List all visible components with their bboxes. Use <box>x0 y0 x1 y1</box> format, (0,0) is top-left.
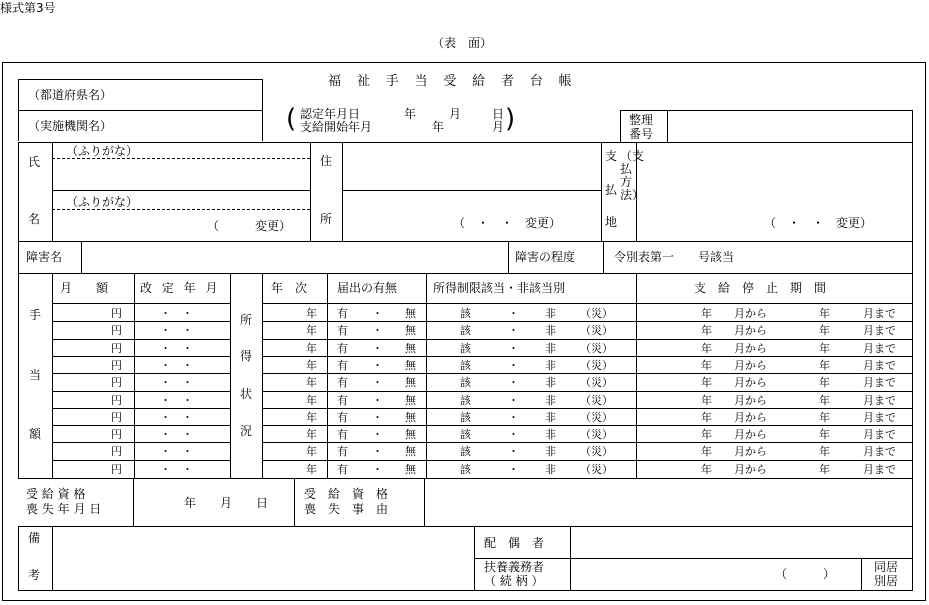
row-income-dot: ・ <box>508 462 519 476</box>
cohabit-label-2: 別居 <box>874 574 899 588</box>
pay-place-2: 払 <box>605 183 618 197</box>
pay-method-label: （支払方法） <box>620 149 645 202</box>
right-bracket: ) <box>505 104 516 134</box>
row-report-dot: ・ <box>372 358 383 372</box>
row-revision-dots: ・ ・ <box>160 410 193 424</box>
dependent-paren: （ ） <box>775 567 836 581</box>
row-yen: 円 <box>111 358 122 372</box>
row-disaster: （災） <box>580 462 613 476</box>
row-income-dot: ・ <box>508 341 519 355</box>
row-disaster: （災） <box>580 410 613 424</box>
table-row <box>0 426 929 443</box>
row-disaster: （災） <box>580 341 613 355</box>
pay-place-change: （ ・ ・ 変更） <box>764 216 873 230</box>
row-disaster: （災） <box>580 376 613 390</box>
row-suspension-until: 年 月まで <box>819 324 896 338</box>
row-suspension-from: 年 月から <box>701 428 767 442</box>
row-disaster: （災） <box>580 428 613 442</box>
row-disaster: （災） <box>580 445 613 459</box>
row-applies: 該 <box>460 324 471 338</box>
furigana-label-1: （ふりがな） <box>66 144 139 158</box>
pay-start-month: 月 <box>492 120 505 134</box>
row-applies: 該 <box>460 428 471 442</box>
row-income-dot: ・ <box>508 393 519 407</box>
table-row <box>0 322 929 339</box>
col-report: 届出の有無 <box>337 281 398 295</box>
row-not-applies: 非 <box>545 376 556 390</box>
row-revision-dots: ・ ・ <box>160 341 193 355</box>
side-label: （表 面） <box>432 36 493 50</box>
row-not-applies: 非 <box>545 324 556 338</box>
row-yen: 円 <box>111 376 122 390</box>
income-label-4: 況 <box>240 424 253 438</box>
income-label-2: 得 <box>240 349 253 363</box>
row-disaster: （災） <box>580 324 613 338</box>
row-applies: 該 <box>460 358 471 372</box>
row-applies: 該 <box>460 462 471 476</box>
table-row <box>0 443 929 460</box>
row-applies: 該 <box>460 410 471 424</box>
disability-name-label: 障害名 <box>26 250 63 264</box>
row-suspension-from: 年 月から <box>701 376 767 390</box>
income-label-1: 所 <box>240 313 253 327</box>
income-label-3: 状 <box>240 387 253 401</box>
row-suspension-from: 年 月から <box>701 307 767 320</box>
row-revision-dots: ・ ・ <box>160 358 193 372</box>
form-title: 福 祉 手 当 受 給 者 台 帳 <box>328 74 578 89</box>
form-number: 様式第3号 <box>0 1 56 15</box>
row-report-dot: ・ <box>372 393 383 407</box>
row-yen: 円 <box>111 462 122 476</box>
row-not-applies: 非 <box>545 445 556 459</box>
row-suspension-from: 年 月から <box>701 358 767 372</box>
address-label-2: 所 <box>320 212 333 226</box>
row-not-applies: 非 <box>545 462 556 476</box>
row-report-yes: 有 <box>337 324 348 338</box>
row-not-applies: 非 <box>545 358 556 372</box>
row-year: 年 <box>306 393 317 407</box>
row-report-yes: 有 <box>337 358 348 372</box>
row-report-no: 無 <box>405 428 416 442</box>
row-report-dot: ・ <box>372 341 383 355</box>
allowance-label-2: 当 <box>29 368 42 382</box>
remarks-label-2: 考 <box>28 568 41 582</box>
row-report-yes: 有 <box>337 341 348 355</box>
row-suspension-from: 年 月から <box>701 341 767 355</box>
col-monthly: 月 額 <box>60 281 109 295</box>
row-report-yes: 有 <box>337 410 348 424</box>
table-row <box>0 374 929 391</box>
row-report-dot: ・ <box>372 324 383 338</box>
row-suspension-until: 年 月まで <box>819 428 896 442</box>
name-label-2: 名 <box>28 212 41 226</box>
cert-month: 月 <box>449 107 462 121</box>
row-yen: 円 <box>111 341 122 355</box>
row-yen: 円 <box>111 445 122 459</box>
row-yen: 円 <box>111 324 122 338</box>
col-year: 年 次 <box>271 281 308 295</box>
row-income-dot: ・ <box>508 376 519 390</box>
row-report-no: 無 <box>405 445 416 459</box>
row-year: 年 <box>306 307 317 320</box>
name-change: （ 変更） <box>207 219 292 233</box>
pay-start-label: 支給開始年月 <box>300 120 373 134</box>
row-disaster: （災） <box>580 307 613 320</box>
disability-degree-label: 障害の程度 <box>515 250 576 264</box>
row-income-dot: ・ <box>508 358 519 372</box>
row-report-no: 無 <box>405 410 416 424</box>
pay-place-3: 地 <box>605 215 618 229</box>
row-suspension-from: 年 月から <box>701 324 767 338</box>
row-report-yes: 有 <box>337 307 348 320</box>
row-report-no: 無 <box>405 462 416 476</box>
row-report-no: 無 <box>405 393 416 407</box>
row-report-no: 無 <box>405 376 416 390</box>
dependent-label-1: 扶養義務者 <box>484 560 545 574</box>
row-year: 年 <box>306 341 317 355</box>
qual-date-value: 年 月 日 <box>184 496 269 510</box>
row-suspension-until: 年 月まで <box>819 393 896 407</box>
cert-day: 日 <box>492 107 505 121</box>
name-label-1: 氏 <box>28 155 41 169</box>
row-year: 年 <box>306 428 317 442</box>
row-income-dot: ・ <box>508 410 519 424</box>
row-yen: 円 <box>111 428 122 442</box>
row-suspension-until: 年 月まで <box>819 307 896 320</box>
table-ref: 令別表第一 号該当 <box>614 250 735 264</box>
row-income-dot: ・ <box>508 428 519 442</box>
row-income-dot: ・ <box>508 445 519 459</box>
row-suspension-from: 年 月から <box>701 393 767 407</box>
table-row <box>0 305 929 322</box>
qual-reason-label-2: 喪 失 事 由 <box>304 502 389 516</box>
row-suspension-until: 年 月まで <box>819 410 896 424</box>
row-not-applies: 非 <box>545 428 556 442</box>
row-applies: 該 <box>460 393 471 407</box>
row-yen: 円 <box>111 307 122 320</box>
row-report-no: 無 <box>405 341 416 355</box>
row-report-yes: 有 <box>337 393 348 407</box>
row-suspension-until: 年 月まで <box>819 376 896 390</box>
row-not-applies: 非 <box>545 410 556 424</box>
row-applies: 該 <box>460 341 471 355</box>
row-income-dot: ・ <box>508 307 519 320</box>
row-revision-dots: ・ ・ <box>160 393 193 407</box>
row-applies: 該 <box>460 445 471 459</box>
qual-date-label-2: 喪 失 年 月 日 <box>26 502 102 516</box>
row-revision-dots: ・ ・ <box>160 324 193 338</box>
row-year: 年 <box>306 445 317 459</box>
spouse-label: 配 偶 者 <box>484 536 545 550</box>
ledger-number-box <box>620 110 913 142</box>
furigana-label-2: （ふりがな） <box>66 195 139 209</box>
row-suspension-from: 年 月から <box>701 445 767 459</box>
table-row <box>0 392 929 409</box>
row-report-yes: 有 <box>337 445 348 459</box>
row-report-yes: 有 <box>337 428 348 442</box>
row-year: 年 <box>306 358 317 372</box>
prefecture-label: （都道府県名） <box>28 88 113 102</box>
row-report-dot: ・ <box>372 445 383 459</box>
row-report-yes: 有 <box>337 462 348 476</box>
address-label-1: 住 <box>320 154 333 168</box>
row-suspension-from: 年 月から <box>701 462 767 476</box>
row-suspension-from: 年 月から <box>701 410 767 424</box>
col-income-limit: 所得制限該当・非該当別 <box>433 281 566 295</box>
row-report-no: 無 <box>405 307 416 320</box>
row-year: 年 <box>306 410 317 424</box>
row-year: 年 <box>306 376 317 390</box>
row-not-applies: 非 <box>545 341 556 355</box>
row-not-applies: 非 <box>545 307 556 320</box>
row-suspension-until: 年 月まで <box>819 341 896 355</box>
remarks-label-1: 備 <box>28 531 41 545</box>
row-report-no: 無 <box>405 324 416 338</box>
row-revision-dots: ・ ・ <box>160 428 193 442</box>
row-report-dot: ・ <box>372 376 383 390</box>
row-revision-dots: ・ ・ <box>160 462 193 476</box>
table-row <box>0 340 929 357</box>
table-row <box>0 409 929 426</box>
cert-year: 年 <box>404 107 417 121</box>
row-disaster: （災） <box>580 393 613 407</box>
row-report-dot: ・ <box>372 462 383 476</box>
row-suspension-until: 年 月まで <box>819 358 896 372</box>
dependent-label-2: （ 続 柄 ） <box>484 574 544 588</box>
row-year: 年 <box>306 324 317 338</box>
row-suspension-until: 年 月まで <box>819 462 896 476</box>
row-applies: 該 <box>460 307 471 320</box>
agency-label: （実施機関名） <box>28 119 113 133</box>
row-disaster: （災） <box>580 358 613 372</box>
row-revision-dots: ・ ・ <box>160 376 193 390</box>
col-revision: 改 定 年 月 <box>140 281 221 295</box>
row-report-dot: ・ <box>372 428 383 442</box>
allowance-label-1: 手 <box>29 308 42 322</box>
pay-place-1: 支 <box>605 149 618 163</box>
row-yen: 円 <box>111 393 122 407</box>
row-revision-dots: ・ ・ <box>160 307 193 320</box>
address-change: （ ・ ・ 変更） <box>453 216 562 230</box>
row-suspension-until: 年 月まで <box>819 445 896 459</box>
row-income-dot: ・ <box>508 324 519 338</box>
col-suspension: 支 給 停 止 期 間 <box>694 281 827 295</box>
row-yen: 円 <box>111 410 122 424</box>
row-not-applies: 非 <box>545 393 556 407</box>
left-bracket: ( <box>286 104 297 134</box>
pay-start-year: 年 <box>432 120 445 134</box>
row-revision-dots: ・ ・ <box>160 445 193 459</box>
table-row <box>0 461 929 478</box>
allowance-label-3: 額 <box>29 427 42 441</box>
cert-date-label: 認定年月日 <box>300 107 361 121</box>
row-report-dot: ・ <box>372 307 383 320</box>
row-report-yes: 有 <box>337 376 348 390</box>
ledger-number-label: 整理番号 <box>629 113 654 141</box>
row-report-dot: ・ <box>372 410 383 424</box>
row-report-no: 無 <box>405 358 416 372</box>
cohabit-label-1: 同居 <box>874 560 899 574</box>
qual-reason-label-1: 受 給 資 格 <box>304 487 389 501</box>
row-applies: 該 <box>460 376 471 390</box>
table-row <box>0 357 929 374</box>
row-year: 年 <box>306 462 317 476</box>
qual-date-label-1: 受 給 資 格 <box>26 487 86 501</box>
